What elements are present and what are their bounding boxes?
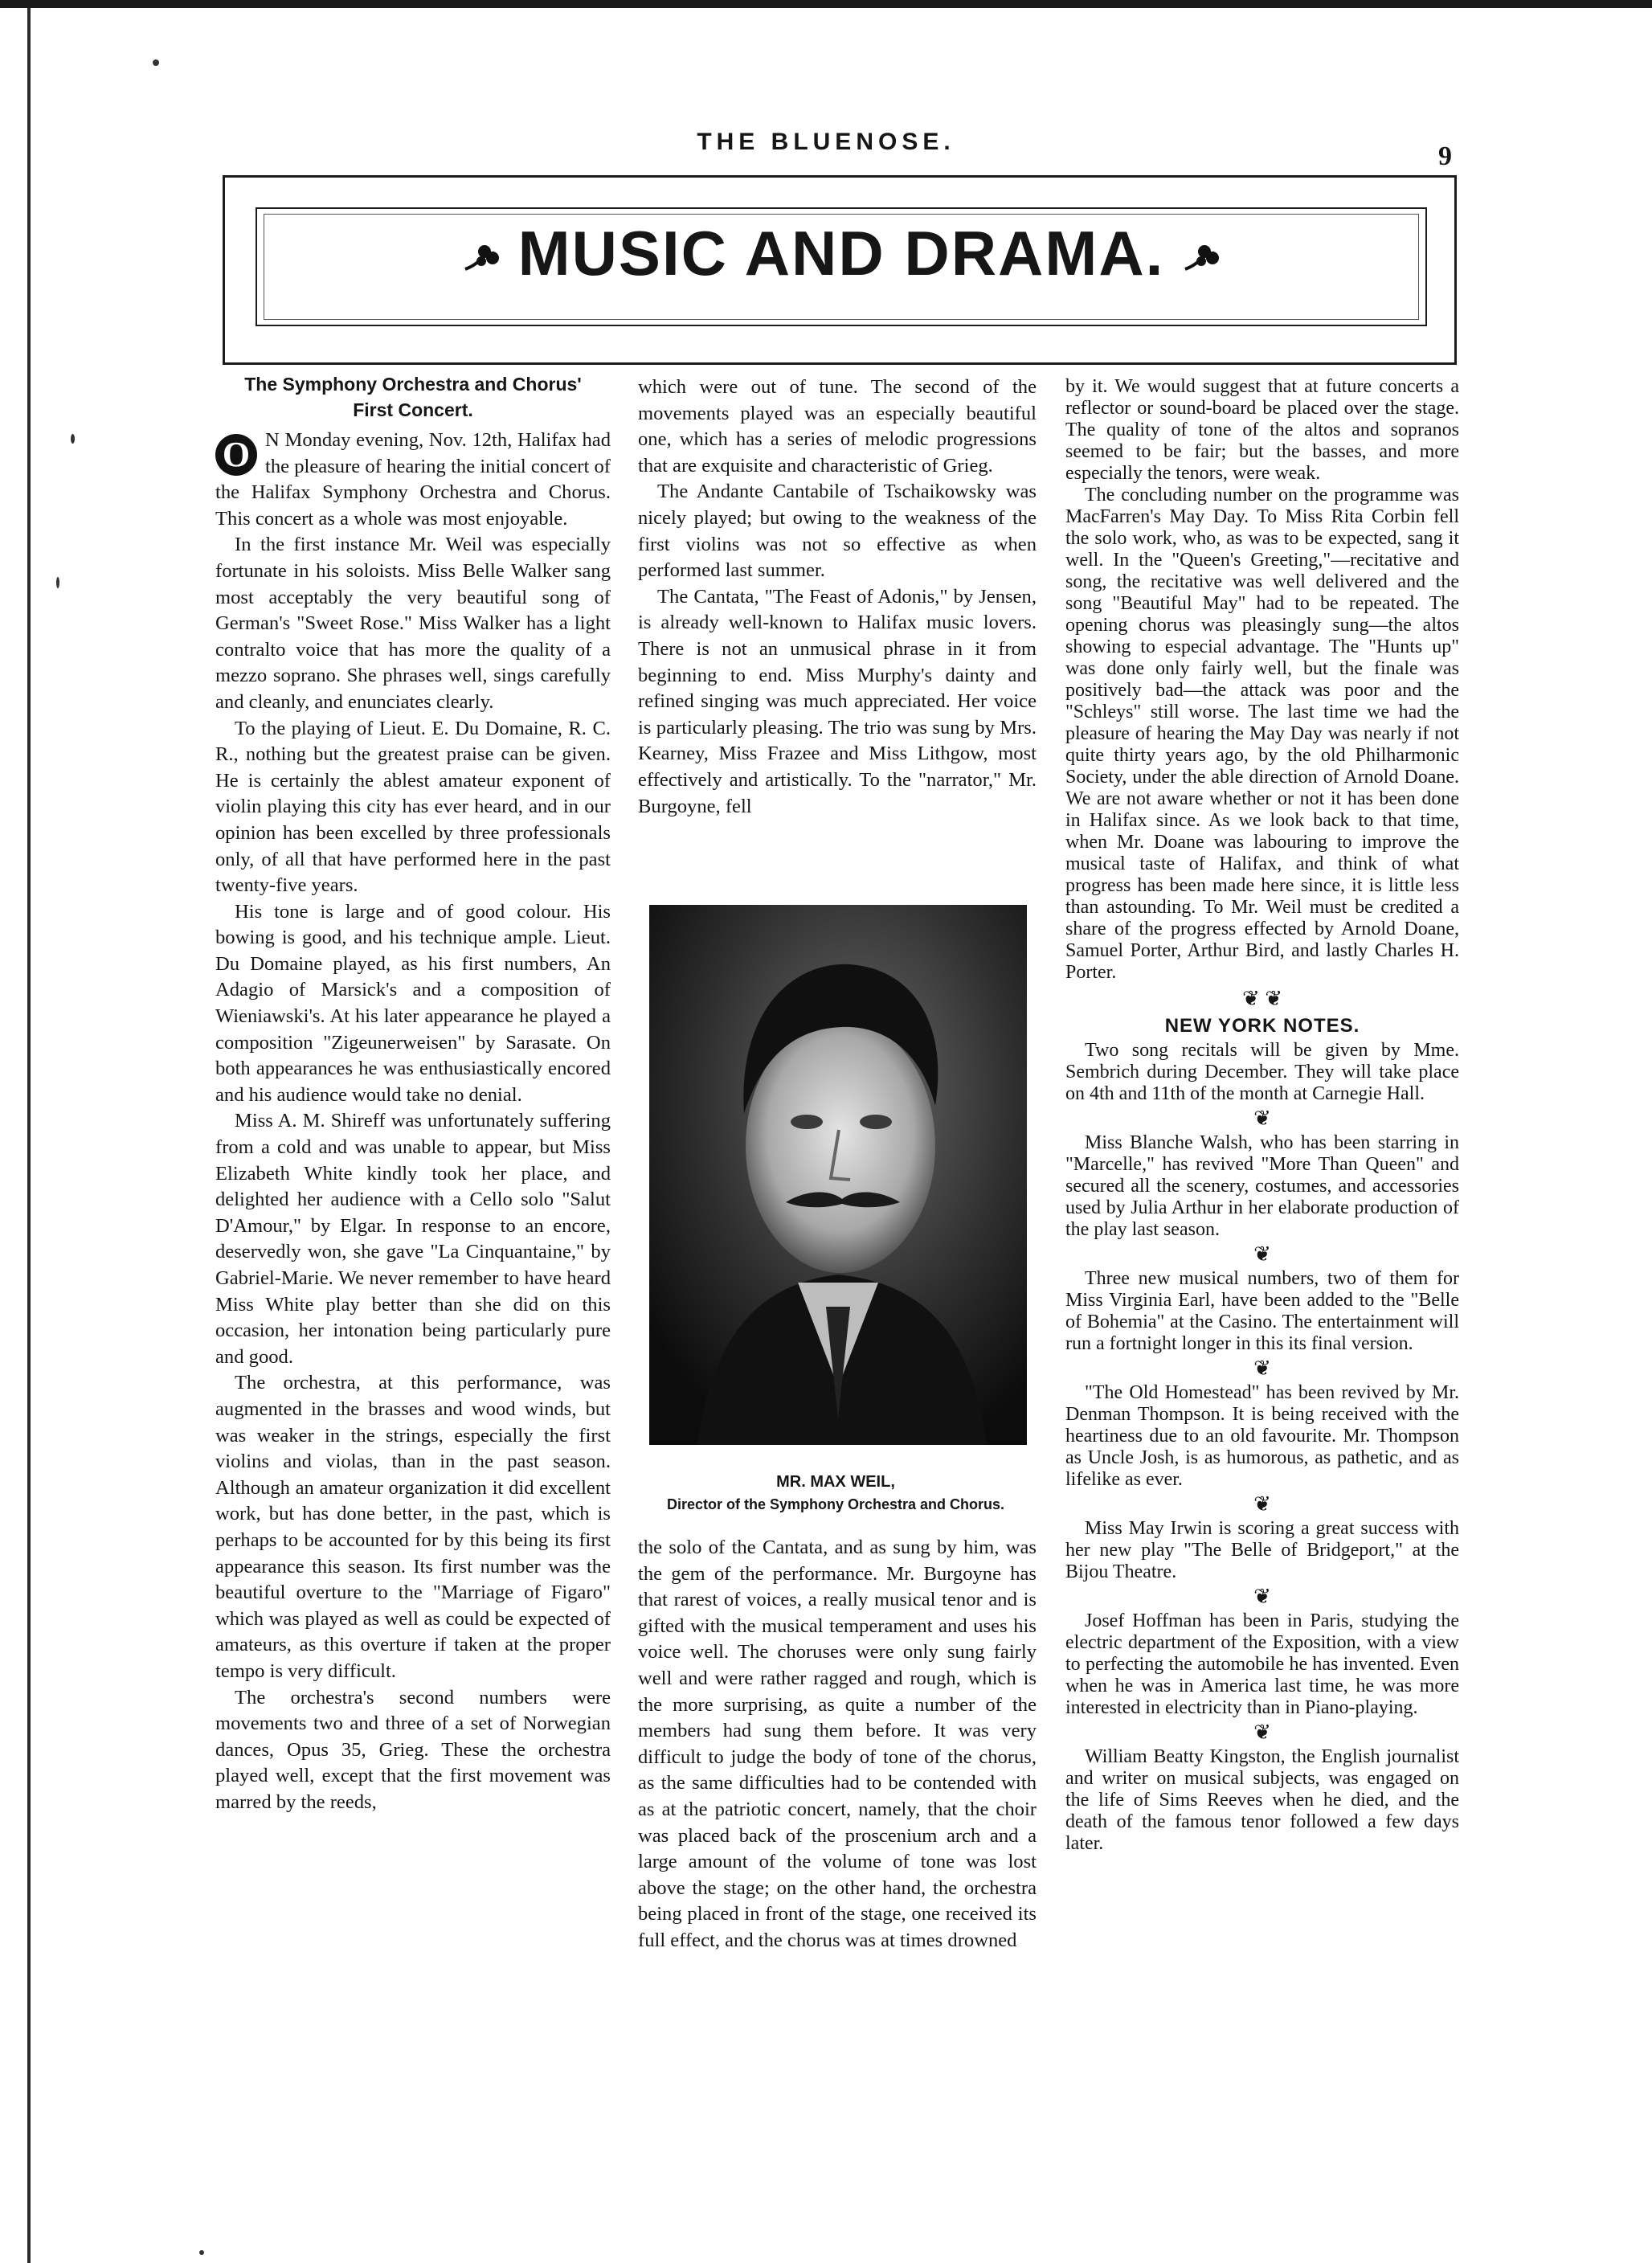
paragraph: The concluding number on the programme was MacFarren's May Day. To Miss Rita Corbin fell the solo work, who, as was to be expected, sang it well. In the "Queen's Greeting,"—recitative and song, the recitative was well delivered and the song "Beautiful May" had to be repeated. The opening chorus was pleasingly sung—the altos showing to especial advantage. The "Hunts up" was done only fairly well, but the finale was positively bad—the attack was poor and the "Schleys" still worse. The last time we had the pleasure of hearing the May Day was nearly if not quite thirty years ago, by the old Philharmonic Society, under the able direction of Arnold Doane. We are not aware whether or not it has been done in Halifax since. As we look back to that time, when Mr. Doane was labouring to improve the musical taste of Halifax, and think of what progress has been made here since, it is little less than astounding. To Mr. Weil must be credited a share of the progress effected by Arnold Doane, Samuel Porter, Arthur Bird, and lastly Charles H. Porter. xyxy=(1065,485,1459,983)
photo-caption-name: MR. MAX WEIL, xyxy=(776,1473,895,1491)
running-title: THE BLUENOSE. xyxy=(697,129,955,155)
paragraph: To the playing of Lieut. E. Du Domaine, R. C. R., nothing but the greatest praise can be given. He is certainly the ablest amateur exponent of violin playing this city has ever heard, and in our opinion has been excelled by three professionals only, of all that have performed here in the past twenty-five years. xyxy=(215,717,611,897)
clover-ornament-icon xyxy=(1182,242,1221,274)
news-note: "The Old Homestead" has been revived by Mr. Denman Thompson. It is being received with the heartiness due to an old favourite. Mr. Thompson as Uncle Josh, is as humorous, as pathetic, and as lifelike as ever. xyxy=(1065,1382,1459,1490)
paragraph: In the first instance Mr. Weil was especially fortunate in his soloists. Miss Belle Walker sang most acceptably the very beautiful song of German's "Sweet Rose." Miss Walker has a light contralto voice that has more the quality of a mezzo soprano. She phrases well, sings carefully and cleanly, and enunciates clearly. xyxy=(215,534,611,713)
article-column-1 xyxy=(215,371,611,1815)
ornament-divider: ❦ xyxy=(1253,1585,1271,1608)
paragraph: The orchestra's second numbers were movements two and three of a set of Norwegian dances, Opus 35, Grieg. These the orchestra played well, except that the first movement was marred by the reeds, xyxy=(215,1686,611,1813)
drop-cap: O xyxy=(215,434,257,476)
paragraph: which were out of tune. The second of the movements played was an especially beautiful one, which has a series of melodic progressions that are exquisite and characteristic of Grieg. xyxy=(638,376,1037,477)
ornament-divider: ❦ xyxy=(1253,1357,1271,1380)
page-top-border xyxy=(0,0,1652,8)
paragraph: His tone is large and of good colour. His bowing is good, and his technique ample. Lieut. Du Domaine played, as his first numbers, An Adagio of Marsick's and a composition of Wieniawski's. At his later appearance he played a composition "Zigeunerweisen" by Sarasate. On both appearances he was enthusiastically encored and his audience would take no denial. xyxy=(215,900,611,1106)
news-note: Josef Hoffman has been in Paris, studying the electric department of the Exposition, with a view to perfecting the automobile he has invented. Even when he was in America last time, he was more interested in electricity than in Piano-playing. xyxy=(1065,1610,1459,1718)
paragraph: Miss A. M. Shireff was unfortunately suffering from a cold and was unable to appear, but Miss Elizabeth White kindly took her place, and delighted her audience with a Cello solo "Salut D'Amour," by Elgar. In response to an encore, deservedly won, she gave "La Cinquantaine," by Gabriel-Marie. We never remember to have heard Miss White play better than she did on this occasion, her intonation being particularly pure and good. xyxy=(215,1110,611,1368)
ornament-divider: ❦ ❦ xyxy=(1241,987,1283,1010)
news-note: Two song recitals will be given by Mme. Sembrich during December. They will take place on 4th and 11th of the month at Carnegie Hall. xyxy=(1065,1040,1459,1104)
ornament-divider: ❦ xyxy=(1253,1492,1271,1516)
ornament-divider: ❦ xyxy=(1253,1107,1271,1130)
photo-caption-title: Director of the Symphony Orchestra and Chorus. xyxy=(666,1496,1005,1512)
paragraph: the solo of the Cantata, and as sung by him, was the gem of the performance. Mr. Burgoyne has that rarest of voices, a really musical tenor and is gifted with the musical temperament and uses his voice well. The choruses were only sung fairly well and were rather ragged and rough, which is the more surprising, as quite a number of the members had sung them before. It was very difficult to judge the body of tone of the chorus, as the same difficulties had to be contended with as at the patriotic concert, namely, that the choir was placed back of the proscenium arch and a large amount of the volume of tone was lost above the stage; on the other hand, the orchestra being placed in front of the stage, one received its full effect, and the chorus was at times drowned xyxy=(638,1537,1037,1951)
paragraph: N Monday evening, Nov. 12th, Halifax had the pleasure of hearing the initial concert of the Halifax Symphony Orchestra and Chorus. This concert as a whole was most enjoyable. xyxy=(215,429,611,530)
page-left-border xyxy=(27,8,31,2263)
ornament-divider: ❦ xyxy=(1253,1242,1271,1266)
new-york-notes-heading: NEW YORK NOTES. xyxy=(1164,1015,1360,1037)
masthead-title: MUSIC AND DRAMA. xyxy=(517,218,1165,289)
clover-ornament-icon xyxy=(462,242,501,274)
section-masthead xyxy=(256,217,1427,290)
news-note: William Beatty Kingston, the English journalist and writer on musical subjects, was engaged on the life of Sims Reeves when he died, and the death of the famous tenor followed a few days later. xyxy=(1065,1746,1459,1854)
page-number: 9 xyxy=(1438,141,1452,171)
paper-speck xyxy=(56,577,59,588)
news-note: Miss May Irwin is scoring a great success with her new play "The Belle of Bridgeport," at the Bijou Theatre. xyxy=(1065,1518,1459,1582)
paragraph: The Cantata, "The Feast of Adonis," by Jensen, is already well-known to Halifax music lovers. There is not an unmusical phrase in it from beginning to end. Miss Murphy's dainty and refined singing was much appreciated. Her voice is particularly pleasing. The trio was sung by Mrs. Kearney, Miss Frazee and Miss Lithgow, most effectively and artistically. To the "narrator," Mr. Burgoyne, fell xyxy=(638,585,1037,817)
paper-speck xyxy=(71,434,75,444)
article-column-2-top xyxy=(638,374,1037,820)
article-column-3 xyxy=(1065,376,1459,1855)
article-heading-line2: First Concert. xyxy=(353,399,473,420)
ornament-divider: ❦ xyxy=(1253,1721,1271,1744)
paragraph: The orchestra, at this performance, was augmented in the brasses and wood winds, but was weaker in the strings, especially the first violins and violas, than in the past season. Although an amateur organization it did excellent work, but has done better, in the past, which is perhaps to be accounted for by this being its first appearance this season. Its first number was the beautiful overture to the "Marriage of Figaro" which was played as well as could be expected of amateurs, as this overture if taken at the proper tempo is very difficult. xyxy=(215,1372,611,1682)
article-heading-line1: The Symphony Orchestra and Chorus' xyxy=(244,374,582,395)
paper-speck xyxy=(153,59,159,66)
article-column-2-bottom xyxy=(638,1535,1037,1954)
portrait-photo xyxy=(649,905,1027,1445)
paragraph: The Andante Cantabile of Tschaikowsky was nicely played; but owing to the weakness of the first violins was not so effective as when performed last summer. xyxy=(638,481,1037,582)
news-note: Miss Blanche Walsh, who has been starring in "Marcelle," has revived "More Than Queen" and secured all the scenery, costumes, and accessories used by Julia Arthur in her elaborate production of the play last season. xyxy=(1065,1132,1459,1240)
news-note: Three new musical numbers, two of them for Miss Virginia Earl, have been added to the "Belle of Bohemia" at the Casino. The entertainment will run a fortnight longer in this its final version. xyxy=(1065,1268,1459,1354)
paper-speck xyxy=(199,2250,204,2255)
paragraph: by it. We would suggest that at future concerts a reflector or sound-board be placed over the stage. The quality of tone of the altos and sopranos seemed to be fair; but the basses, and more especially the tenors, were weak. xyxy=(1065,376,1459,484)
